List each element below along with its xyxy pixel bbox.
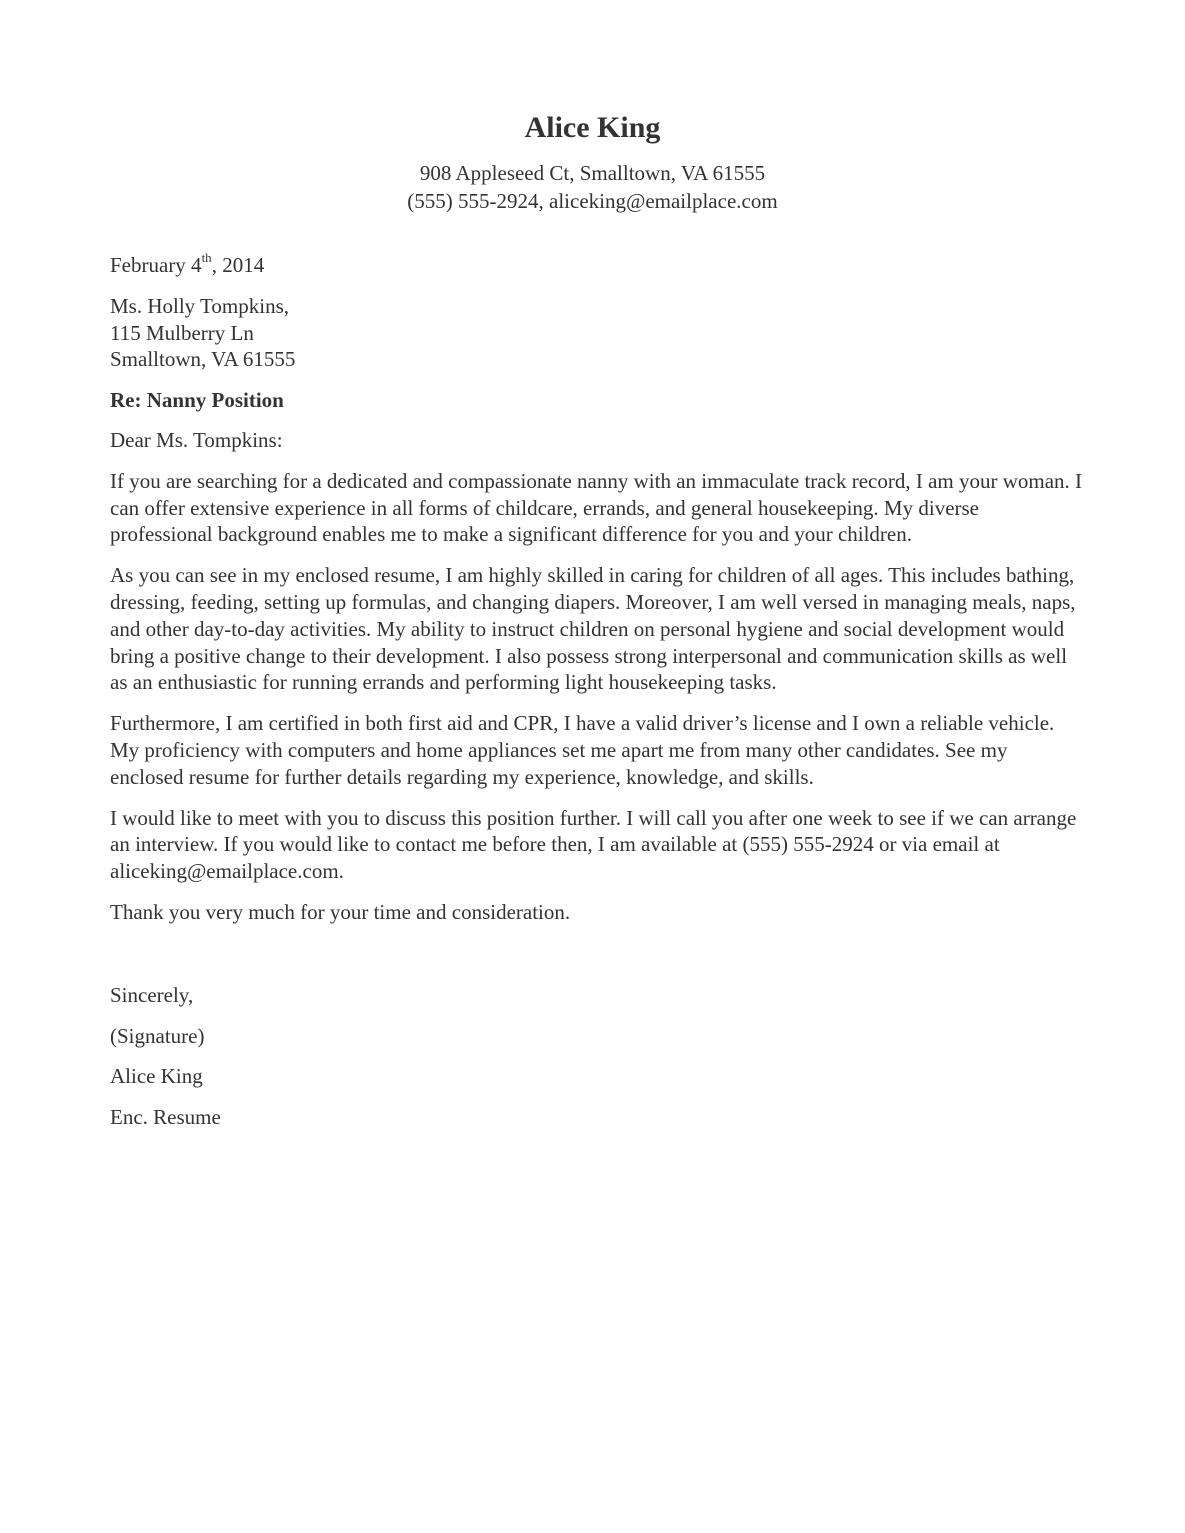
sender-name: Alice King — [524, 111, 661, 144]
valediction: Sincerely, — [110, 982, 194, 1007]
subject-line: Re: Nanny Position — [110, 388, 284, 413]
enclosure-note: Enc. Resume — [110, 1105, 221, 1130]
closing-spacer — [110, 940, 1085, 982]
date-year: , 2014 — [211, 253, 265, 277]
sender-contact: (555) 555-2924, aliceking@emailplace.com — [407, 189, 778, 213]
signature-placeholder: (Signature) — [110, 1023, 205, 1048]
recipient-street: 115 Mulberry Ln — [110, 320, 254, 345]
paragraph-intro: If you are searching for a dedicated and compassionate nanny with an immaculate track record, I am your woman. I can offer extensive experience in all forms of childcare, errands, and general housekeeping. My diverse professional background enables me to make a significant difference for you and your children. — [110, 468, 1083, 547]
letter-body — [110, 252, 1085, 1145]
sender-address: 908 Appleseed Ct, Smalltown, VA 61555 — [419, 161, 766, 185]
paragraph-skills: As you can see in my enclosed resume, I am highly skilled in caring for children of all ages. This includes bathing, dressing, feeding, setting up formulas, and changing diapers. Moreover, I am well versed in managing meals, naps, and other day-to-day activities. My ability to instruct children on personal hygiene and social development would bring a positive change to their development. I also possess strong interpersonal and communication skills as well as an enthusiastic for running errands and performing light housekeeping tasks. — [110, 563, 1076, 695]
date-suffix: th — [201, 250, 212, 265]
paragraph-thanks: Thank you very much for your time and consideration. — [110, 899, 571, 924]
letter-date — [110, 252, 1085, 279]
recipient-city: Smalltown, VA 61555 — [110, 347, 296, 372]
paragraph-certifications: Furthermore, I am certified in both first aid and CPR, I have a valid driver’s license and I own a reliable vehicle. My proficiency with computers and home appliances set me apart me from many other candidates. See my enclosed resume for further details regarding my experience, knowledge, and skills. — [110, 711, 1055, 789]
letter-header — [0, 108, 1185, 215]
recipient-name: Ms. Holly Tompkins, — [110, 293, 290, 318]
date-month-day: February 4 — [110, 253, 202, 277]
recipient-block — [110, 293, 1085, 373]
paragraph-meeting: I would like to meet with you to discuss this position further. I will call you after one week to see if we can arrange an interview. If you would like to contact me before then, I am available at (555) 555-2924 or via email at aliceking@emailplace.com. — [110, 805, 1077, 884]
signer-name: Alice King — [110, 1064, 203, 1089]
salutation: Dear Ms. Tompkins: — [110, 427, 283, 452]
